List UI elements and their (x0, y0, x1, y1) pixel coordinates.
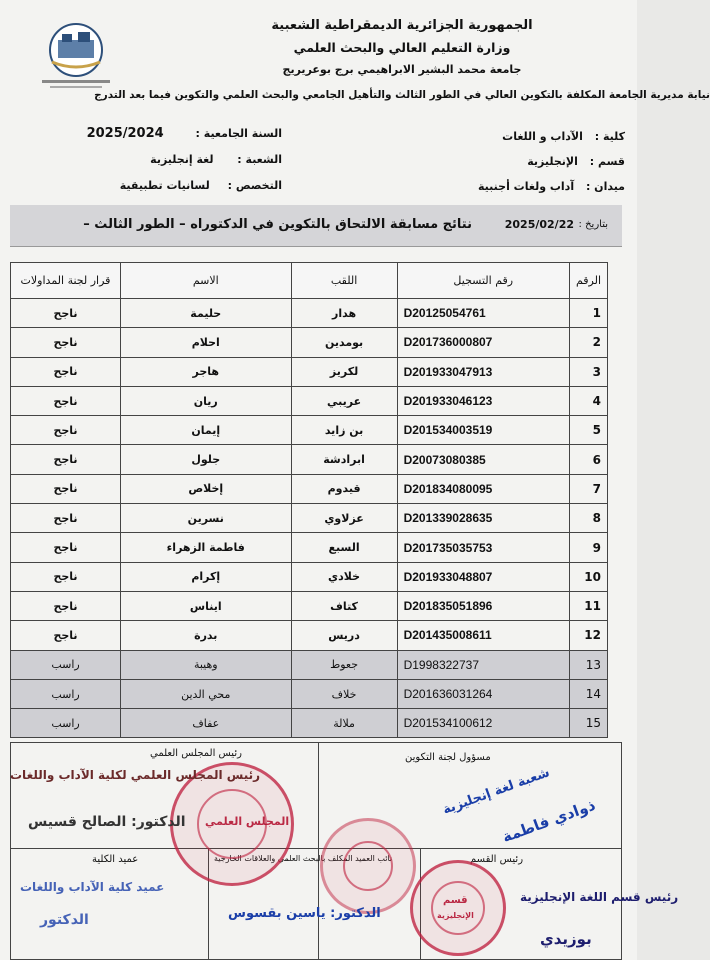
committee-decision: راسب (11, 709, 121, 738)
row-number: 7 (569, 474, 607, 503)
row-number: 5 (569, 416, 607, 445)
vice-rector-label: نائب العميد المكلف بالبحث العلمي والعلاقات الخارجية (214, 854, 393, 863)
header-lname: اللقب (291, 263, 397, 299)
last-name: بن زايد (291, 416, 397, 445)
last-name: السبع (291, 533, 397, 562)
row-number: 1 (569, 299, 607, 328)
first-name: جلول (121, 445, 292, 474)
row-number: 2 (569, 328, 607, 357)
branch-row (150, 153, 282, 166)
last-name: ملالة (291, 709, 397, 738)
directorate-name: نيابة مديرية الجامعة المكلفة بالتكوين العالي في الطور الثالث والتأهيل الجامعي والبحث العلمي والتكوين فيما بعد التدرج (94, 89, 710, 101)
header-reg: رقم التسجيل (397, 263, 569, 299)
dept-head-label: رئيس القسم (470, 854, 524, 865)
last-name: بومدين (291, 328, 397, 357)
row-number: 4 (569, 386, 607, 415)
last-name: ابرادشة (291, 445, 397, 474)
last-name: دريس (291, 621, 397, 650)
field-row (478, 180, 625, 193)
dean-label: عميد الكلية (92, 854, 139, 865)
first-name: فاطمة الزهراء (121, 533, 292, 562)
signature-dept-head-name: بوزيدي (540, 930, 592, 948)
signature-divider-horizontal (10, 848, 622, 849)
first-name: عفاف (121, 709, 292, 738)
committee-decision: ناجح (11, 357, 121, 386)
registration-number: D201435008611 (397, 621, 569, 650)
first-name: إخلاص (121, 474, 292, 503)
first-name: ريان (121, 386, 292, 415)
registration-number: D20125054761 (397, 299, 569, 328)
signature-training-name: ذوادي فاطمة (499, 795, 598, 847)
faculty-label: كلية : (594, 130, 625, 143)
registration-number: D201834080095 (397, 474, 569, 503)
committee-decision: ناجح (11, 474, 121, 503)
table-row (11, 533, 608, 562)
signature-vice-rector-name: الدكتور: ياسين بقسوس (228, 906, 381, 921)
table-row (11, 445, 608, 474)
last-name: جعوط (291, 650, 397, 679)
university-logo (34, 20, 118, 92)
registration-number: D201933048807 (397, 562, 569, 591)
table-row (11, 357, 608, 386)
results-table (10, 262, 608, 738)
table-row (11, 709, 608, 738)
first-name: إكرام (121, 562, 292, 591)
signature-training-committee: شعبة لغة إنجليزية (440, 765, 552, 818)
table-row (11, 621, 608, 650)
year-value: 2025/2024 (86, 126, 164, 141)
registration-number: D201835051896 (397, 591, 569, 620)
table-row (11, 386, 608, 415)
first-name: حليمة (121, 299, 292, 328)
republic-title: الجمهورية الجزائرية الديمقراطية الشعبية (271, 18, 533, 33)
registration-number: D201339028635 (397, 504, 569, 533)
registration-number: D201534003519 (397, 416, 569, 445)
registration-number: D201534100612 (397, 709, 569, 738)
committee-decision: ناجح (11, 386, 121, 415)
table-row (11, 328, 608, 357)
table-row (11, 679, 608, 708)
committee-decision: ناجح (11, 299, 121, 328)
row-number: 15 (569, 709, 607, 738)
year-label: السنة الجامعية : (195, 127, 282, 140)
first-name: محي الدين (121, 679, 292, 708)
department-stamp: قسم الإنجليزية (410, 860, 506, 956)
header-num: الرقم (569, 263, 607, 299)
table-row (11, 591, 608, 620)
department-row (527, 155, 625, 168)
registration-number: D201933046123 (397, 386, 569, 415)
committee-decision: ناجح (11, 591, 121, 620)
row-number: 10 (569, 562, 607, 591)
last-name: عريبي (291, 386, 397, 415)
first-name: ايناس (121, 591, 292, 620)
table-row (11, 299, 608, 328)
training-committee-label: مسؤول لجنة التكوين (405, 752, 491, 763)
last-name: قيدوم (291, 474, 397, 503)
last-name: هدار (291, 299, 397, 328)
row-number: 3 (569, 357, 607, 386)
faculty-value: الآداب و اللغات (502, 130, 583, 143)
branch-value: لغة إنجليزية (150, 153, 214, 166)
last-name: لكريز (291, 357, 397, 386)
row-number: 8 (569, 504, 607, 533)
registration-number: D201933047913 (397, 357, 569, 386)
registration-number: D201736000807 (397, 328, 569, 357)
committee-decision: ناجح (11, 621, 121, 650)
field-label: ميدان : (585, 180, 625, 193)
specialty-label: التخصص : (227, 179, 282, 192)
date-label: بتاريخ : (578, 219, 608, 230)
scientific-council-stamp: المجلس العلمي (170, 762, 294, 886)
last-name: عزلاوي (291, 504, 397, 533)
committee-decision: راسب (11, 650, 121, 679)
last-name: خلاف (291, 679, 397, 708)
first-name: بدرة (121, 621, 292, 650)
date-value: 2025/02/22 (504, 218, 574, 231)
header-fname: الاسم (121, 263, 292, 299)
first-name: وهيبة (121, 650, 292, 679)
committee-decision: ناجح (11, 504, 121, 533)
branch-label: الشعبة : (237, 153, 282, 166)
table-row (11, 650, 608, 679)
committee-decision: ناجح (11, 416, 121, 445)
registration-number: D201735035753 (397, 533, 569, 562)
university-name: جامعة محمد البشير الابراهيمي برج بوعريريج (282, 63, 522, 76)
specialty-row (120, 179, 282, 192)
year-row (87, 126, 282, 141)
signature-dean: عميد كلية الآداب واللغات (20, 880, 165, 894)
signature-divider-vertical (318, 742, 319, 960)
vice-rector-stamp (320, 818, 416, 914)
banner-title: نتائج مسابقة الالتحاق بالتكوين في الدكتوراه – الطور الثالث – (83, 217, 472, 232)
last-name: خلادي (291, 562, 397, 591)
signature-dept-head: رئيس قسم اللغة الإنجليزية (520, 890, 679, 904)
first-name: احلام (121, 328, 292, 357)
faculty-row (502, 130, 625, 143)
last-name: كتاف (291, 591, 397, 620)
row-number: 13 (569, 650, 607, 679)
signature-council-name: الدكتور: الصالح قسيس (28, 814, 186, 830)
first-name: نسرين (121, 504, 292, 533)
table-header-row (11, 263, 608, 299)
header-decision: قرار لجنة المداولات (11, 263, 121, 299)
registration-number: D20073080385 (397, 445, 569, 474)
scientific-council-label: رئيس المجلس العلمي (150, 748, 242, 759)
committee-decision: راسب (11, 679, 121, 708)
row-number: 11 (569, 591, 607, 620)
field-value: آداب ولغات أجنبية (478, 180, 575, 193)
signature-dean-name: الدكتور (40, 912, 89, 928)
department-value: الإنجليزية (527, 155, 578, 168)
specialty-value: لسانيات تطبيقية (119, 179, 210, 192)
results-banner (10, 205, 622, 247)
table-row (11, 474, 608, 503)
row-number: 9 (569, 533, 607, 562)
committee-decision: ناجح (11, 445, 121, 474)
committee-decision: ناجح (11, 328, 121, 357)
table-body (11, 299, 608, 738)
first-name: إيمان (121, 416, 292, 445)
signature-council-head: رئيس المجلس العلمي لكلية الآداب واللغات (10, 768, 261, 782)
table-row (11, 562, 608, 591)
row-number: 6 (569, 445, 607, 474)
committee-decision: ناجح (11, 533, 121, 562)
department-label: قسم : (589, 155, 625, 168)
registration-number: D201636031264 (397, 679, 569, 708)
table-row (11, 416, 608, 445)
first-name: هاجر (121, 357, 292, 386)
committee-decision: ناجح (11, 562, 121, 591)
row-number: 14 (569, 679, 607, 708)
table-row (11, 504, 608, 533)
ministry-title: وزارة التعليم العالي والبحث العلمي (293, 40, 511, 55)
registration-number: D1998322737 (397, 650, 569, 679)
row-number: 12 (569, 621, 607, 650)
